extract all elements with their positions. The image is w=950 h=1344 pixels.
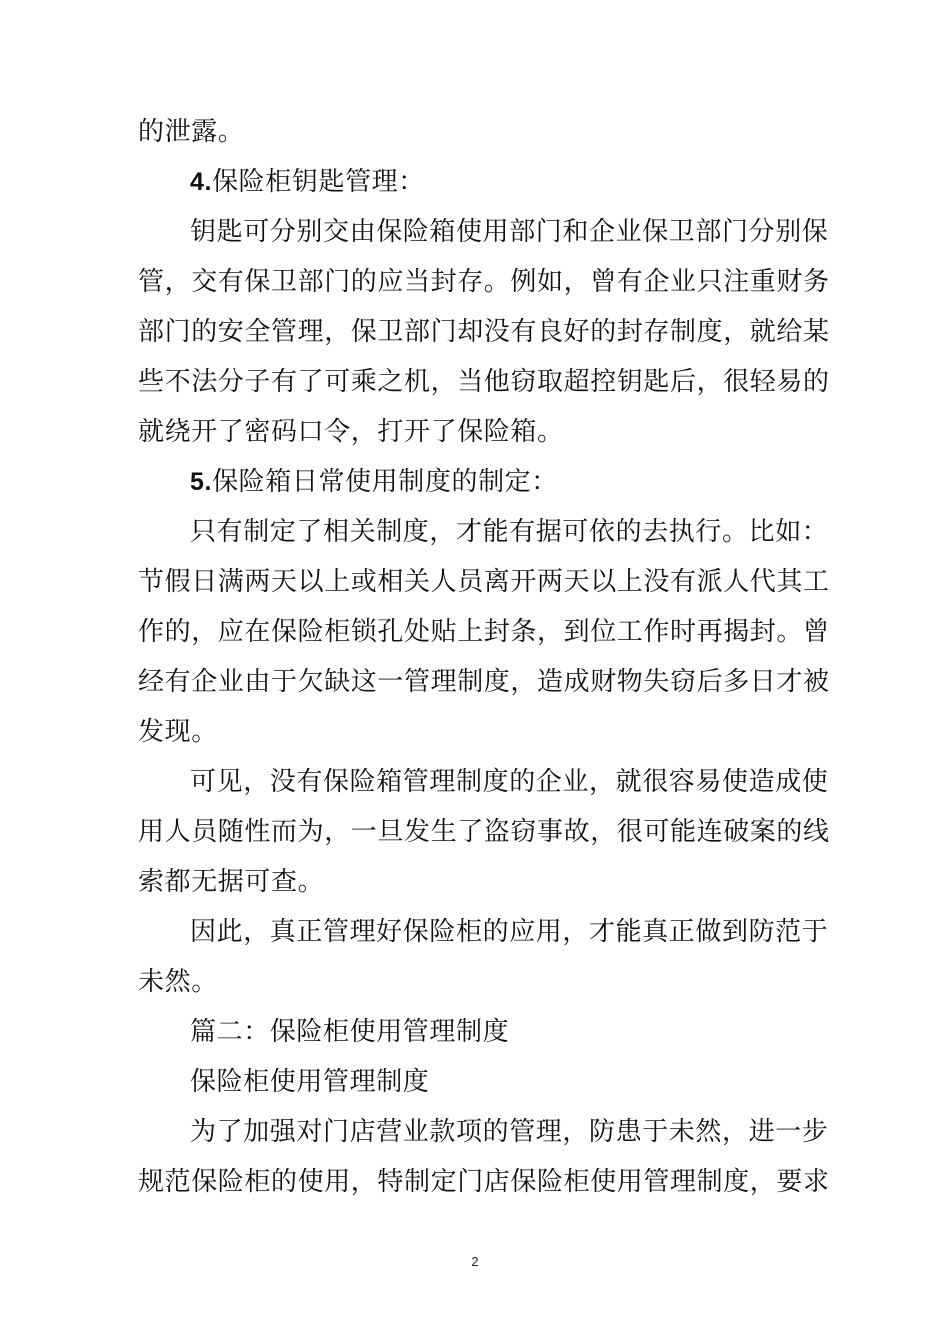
paragraph-line: 规范保险柜的使用，特制定门店保险柜使用管理制度，要求	[138, 1167, 830, 1197]
section-number: 5.	[190, 468, 213, 496]
paragraph-line: 钥匙可分别交由保险箱使用部门和企业保卫部门分别保	[190, 217, 829, 247]
paragraph-line: 作的，应在保险柜锁孔处贴上封条，到位工作时再揭封。曾	[138, 617, 830, 647]
paragraph-line: 管，交有保卫部门的应当封存。例如，曾有企业只注重财务	[138, 267, 830, 297]
chapter-heading: 篇二：保险柜使用管理制度	[190, 1017, 510, 1047]
page-number: 2	[471, 1254, 479, 1269]
paragraph-line: 部门的安全管理，保卫部门却没有良好的封存制度，就给某	[138, 317, 830, 347]
paragraph-line: 发现。	[138, 717, 218, 747]
paragraph-line: 经有企业由于欠缺这一管理制度，造成财物失窃后多日才被	[138, 667, 830, 697]
document-title: 保险柜使用管理制度	[190, 1067, 430, 1097]
paragraph-line: 为了加强对门店营业款项的管理，防患于未然，进一步	[190, 1117, 829, 1147]
paragraph-line: 用人员随性而为，一旦发生了盗窃事故，很可能连破案的线	[138, 817, 830, 847]
paragraph-line: 些不法分子有了可乘之机，当他窃取超控钥匙后，很轻易的	[138, 367, 830, 397]
section-heading-5	[190, 462, 558, 502]
section-title: 保险柜钥匙管理：	[212, 167, 425, 197]
paragraph-line: 就绕开了密码口令，打开了保险箱。	[138, 417, 564, 447]
paragraph-line: 的泄露。	[138, 117, 245, 147]
paragraph-line: 未然。	[138, 967, 218, 997]
paragraph-line: 索都无据可查。	[138, 867, 325, 897]
section-heading-4	[190, 162, 425, 202]
section-title: 保险箱日常使用制度的制定：	[212, 467, 558, 497]
paragraph-line: 因此，真正管理好保险柜的应用，才能真正做到防范于	[190, 917, 829, 947]
section-number: 4.	[190, 168, 213, 196]
paragraph-line: 可见，没有保险箱管理制度的企业，就很容易使造成使	[190, 767, 829, 797]
paragraph-line: 只有制定了相关制度，才能有据可依的去执行。比如：	[190, 517, 829, 547]
paragraph-line: 节假日满两天以上或相关人员离开两天以上没有派人代其工	[138, 567, 830, 597]
